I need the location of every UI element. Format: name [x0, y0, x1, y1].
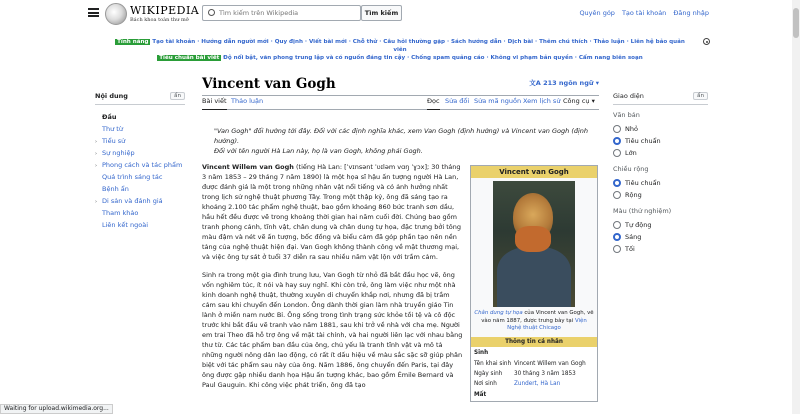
radio-text-standard[interactable]: Tiêu chuẩn [613, 135, 708, 147]
radio-text-large[interactable]: Lớn [613, 147, 708, 159]
infobox-group-death: Mất [471, 389, 597, 401]
tab-talk[interactable]: Thảo luận [231, 97, 264, 105]
notice-links-1[interactable]: Tạo tài khoản · Hướng dẫn người mới · Quy định · Viết bài mới · Chỗ thử · Câu hỏi thường gặp · Sách hướng dẫn · Dịch bài · Thêm chú thích · Thảo luận · Liên hệ bảo quản viên [152, 39, 685, 53]
chevron-right-icon[interactable]: › [95, 139, 97, 145]
radio-text-small[interactable]: Nhỏ [613, 123, 708, 135]
user-links [579, 9, 709, 17]
text-size-label: Văn bản [613, 111, 640, 119]
radio-color-dark[interactable]: Tối [613, 243, 708, 255]
self-portrait-image[interactable] [493, 181, 575, 307]
toc-item[interactable]: Tham khảo [102, 209, 139, 217]
language-button[interactable]: 文A 213 ngôn ngữ ▾ [529, 79, 599, 87]
tools-menu[interactable]: Công cụ ▾ [563, 97, 595, 105]
search-icon [208, 9, 215, 16]
tab-history[interactable]: Xem lịch sử [523, 97, 561, 105]
lead-text: (tiếng Hà Lan: [ˈvɪnsənt ˈʋɪləm vɑŋ ˈɣɔx]; 30 tháng 3 năm 1853 – 29 tháng 7 năm 1890) là một họa sĩ hậu ấn tượng người Hà Lan, được đánh giá là một trong những nhân vật nổi tiếng và có ảnh hưởng nhất trong lịch sử nghệ thuật phương Tây. Trong một thập kỷ, ông đã sáng tạo ra khoảng 2.100 tác phẩm nghệ thuật, bao gồm khoảng 860 bức tranh sơn dầu, hầu hết đều được vẽ trong khoảng thời gian hai năm cuối đời. Chúng bao gồm tranh phong cảnh, tĩnh vật, chân dung và chân dung tự họa, đặc trưng bởi tông màu đậm và nét vẽ ấn tượng, bốc đồng và biểu cảm đã góp phần tạo nên nền tảng của nghệ thuật hiện đại. Van Gogh không thành công về mặt thương mại, và việc ông tự sát ở tuổi 37 diễn ra sau nhiều năm vật lộn với trầm cảm. [202, 163, 461, 261]
toc-item[interactable]: › Tiểu sử [95, 135, 185, 147]
lead-paragraph [202, 162, 464, 262]
color-label: Màu (thử nghiệm) [613, 207, 672, 215]
appearance-title: Giao diện [613, 92, 644, 100]
lead-subject: Vincent Willem van Gogh [202, 163, 294, 171]
site-notice [115, 38, 685, 62]
radio-width-wide[interactable]: Rộng [613, 189, 708, 201]
notice-badge-features: Tính năng [117, 39, 149, 45]
toc-item-top[interactable]: Đầu [102, 113, 117, 121]
infobox [470, 165, 598, 402]
notice-badge-standards: Tiêu chuẩn bài viết [159, 55, 220, 61]
toc-item[interactable]: Thư từ [102, 125, 123, 133]
toc-item[interactable]: Liên kết ngoài [102, 221, 149, 229]
toc-header [95, 92, 185, 105]
page-tabs [202, 96, 599, 110]
chevron-right-icon[interactable]: › [95, 163, 97, 169]
logo-tagline: Bách khoa toàn thư mở [130, 17, 189, 23]
search-box [202, 5, 361, 21]
toc-item[interactable]: › Sự nghiệp [95, 147, 185, 159]
site-header [0, 0, 800, 30]
infobox-row: Tên khai sinh Vincent Willem van Gogh [471, 359, 597, 369]
paragraph-2: Sinh ra trong một gia đình trung lưu, Van Gogh từ nhỏ đã bắt đầu học vẽ, ông vốn nghiêm túc, ít nói và hay suy nghĩ. Khi còn trẻ, ông làm việc như một nhà kinh doanh nghệ thuật, thường xuyên di chuyển khắp nơi, nhưng đã bị trầm cảm sau khi chuyển đến London. Ông dành thời gian làm nhà truyền giáo Tin lành ở miền nam nước Bỉ. Ông sống trong tình trạng sức khỏe tồi tệ và cô độc trước khi bắt đầu vẽ tranh vào năm 1881, sau khi trở về nhà với cha mẹ. Người em trai Theo đã hỗ trợ ông về mặt tài chính, và hai người liên lạc với nhau bằng thư từ. Các tác phẩm ban đầu của ông, chủ yếu là tranh tĩnh vật và mô tả những người nông dân lao động, có rất ít dấu hiệu về màu sắc sặc sỡ giúp phân biệt với tác phẩm sau này của ông. Năm 1886, ông chuyển đến Paris, tại đây ông được gặp nhiều danh họa Hậu ấn tượng khác, bao gồm Émile Bernard và Paul Gauguin. Khi công việc phát triển, ông đã tạo [202, 271, 463, 389]
toc-hide-button[interactable]: ẩn [170, 92, 185, 100]
scrollbar[interactable] [792, 0, 800, 414]
infobox-row: Ngày sinh 30 tháng 3 năm 1853 [471, 369, 597, 379]
tab-edit[interactable]: Sửa đổi [445, 97, 470, 105]
page-title: Vincent van Gogh [202, 76, 336, 92]
infobox-section-personal: Thông tin cá nhân [471, 337, 597, 347]
toc-item[interactable]: Quá trình sáng tác [102, 173, 163, 181]
toc-item[interactable]: Bệnh ẩn [102, 185, 129, 193]
tab-article[interactable]: Bài viết [202, 96, 227, 110]
scrollbar-thumb[interactable] [793, 8, 799, 38]
width-label: Chiều rộng [613, 165, 649, 173]
toc-item[interactable]: › Di sản và đánh giá [95, 195, 185, 207]
hatnote-name: Đối với tên người Hà Lan này, họ là van Gogh, không phải Gogh. [214, 147, 423, 155]
toc-item[interactable]: › Phong cách và tác phẩm [95, 159, 185, 171]
logo-wordmark[interactable]: WIKIPEDIA [130, 4, 200, 17]
main-menu-icon[interactable] [88, 8, 99, 17]
table-of-contents [95, 92, 185, 231]
create-account-link[interactable]: Tạo tài khoản [621, 9, 667, 17]
login-link[interactable]: Đăng nhập [673, 9, 709, 17]
hatnote-disambiguation: "Van Gogh" đổi hướng tới đây. Đối với các định nghĩa khác, xem Van Gogh (định hướng) và Vincent van Gogh (định hướng). [214, 127, 589, 145]
title-row [202, 74, 599, 96]
hatnote [202, 126, 599, 156]
toc-title: Nội dung [95, 92, 128, 100]
tab-read[interactable]: Đọc [427, 96, 440, 110]
appearance-hide-button[interactable]: ẩn [693, 92, 708, 100]
search-input[interactable] [219, 6, 359, 20]
browser-status-bar: Waiting for upload.wikimedia.org... [0, 404, 113, 414]
chevron-right-icon[interactable]: › [95, 151, 97, 157]
wikipedia-globe-icon[interactable] [105, 3, 127, 25]
notice-dismiss-icon[interactable] [703, 38, 710, 45]
radio-width-standard[interactable]: Tiêu chuẩn [613, 177, 708, 189]
appearance-panel [613, 92, 708, 255]
appearance-header [613, 92, 708, 105]
radio-color-light[interactable]: Sáng [613, 231, 708, 243]
chevron-right-icon[interactable]: › [95, 199, 97, 205]
infobox-title: Vincent van Gogh [471, 166, 597, 178]
tab-edit-source[interactable]: Sửa mã nguồn [474, 97, 522, 105]
radio-color-auto[interactable]: Tự động [613, 219, 708, 231]
notice-links-2[interactable]: Độ nổi bật, văn phong trung lập và có nguồn đáng tin cậy · Chống spam quảng cáo · Không vi phạm bản quyền · Cẩm nang biên soạn [223, 55, 643, 61]
infobox-group-birth: Sinh [471, 347, 597, 359]
infobox-row: Nơi sinh Zundert, Hà Lan [471, 379, 597, 389]
donate-link[interactable]: Quyên góp [579, 9, 615, 17]
infobox-caption: Chân dung tự họa của Vincent van Gogh, vẽ vào năm 1887, được trưng bày tại Viện Nghệ thuật Chicago [474, 310, 594, 331]
search-button[interactable]: Tìm kiếm [361, 5, 402, 21]
